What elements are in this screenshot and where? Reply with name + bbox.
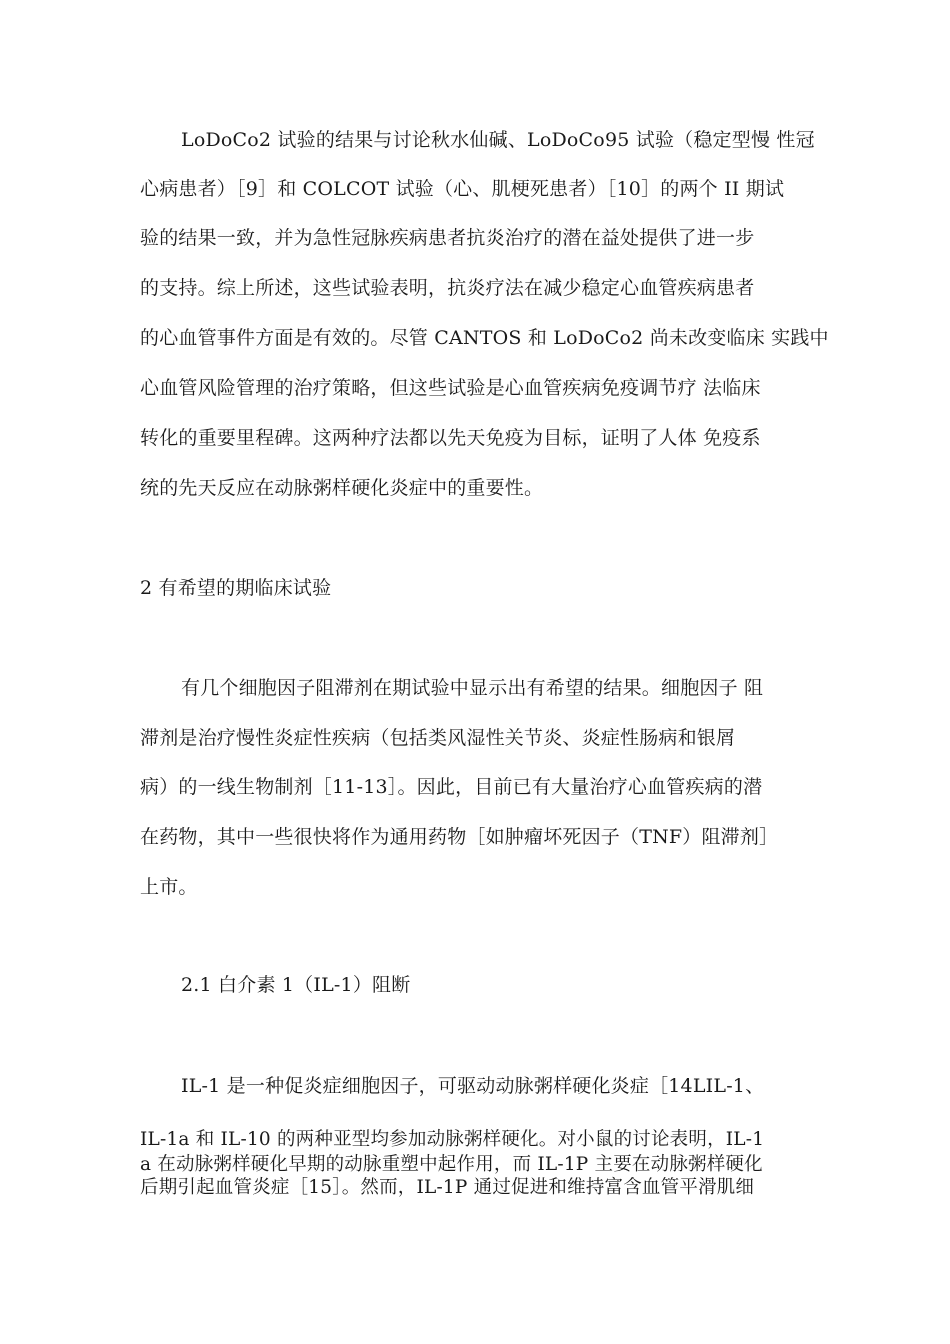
paragraph-3-line-2: IL-1a 和 IL-10 的两种亚型均参加动脉粥样硬化。对小鼠的讨论表明，IL-1 bbox=[140, 1129, 765, 1150]
paragraph-1-line-7: 转化的重要里程碑。这两种疗法都以先天免疫为目标，证明了人体 免疫系 bbox=[140, 427, 761, 449]
paragraph-2-line-5: 上市。 bbox=[140, 876, 198, 898]
paragraph-2-line-4: 在药物，其中一些很快将作为通用药物［如肿瘤坏死因子（TNF）阻滞剂］ bbox=[140, 826, 779, 848]
paragraph-1-line-4: 的支持。综上所述，这些试验表明，抗炎疗法在减少稳定心血管疾病患者 bbox=[140, 277, 755, 299]
paragraph-2-line-2: 滞剂是治疗慢性炎症性疾病（包括类风湿性关节炎、炎症性肠病和银屑 bbox=[140, 727, 736, 749]
paragraph-3-line-3: a 在动脉粥样硬化早期的动脉重塑中起作用，而 IL-1P 主要在动脉粥样硬化 bbox=[140, 1154, 763, 1175]
paragraph-3-line-4: 后期引起血管炎症［15］。然而，IL-1P 通过促进和维持富含血管平滑肌细 bbox=[140, 1177, 755, 1198]
paragraph-1-line-2: 心病患者）［9］和 COLCOT 试验（心、肌梗死患者）［10］的两个 II 期试 bbox=[140, 178, 785, 200]
paragraph-2-line-3: 病）的一线生物制剂［11-13］。因此，目前已有大量治疗心血管疾病的潜 bbox=[140, 776, 763, 798]
paragraph-2-line-1: 有几个细胞因子阻滞剂在期试验中显示出有希望的结果。细胞因子 阻 bbox=[181, 677, 764, 699]
paragraph-1-line-1: LoDoCo2 试验的结果与讨论秋水仙碱、LoDoCo95 试验（稳定型慢 性冠 bbox=[181, 129, 815, 151]
paragraph-3-line-1: IL-1 是一种促炎症细胞因子，可驱动动脉粥样硬化炎症［14LIL-1、 bbox=[181, 1075, 765, 1097]
paragraph-1-line-3: 验的结果一致，并为急性冠脉疾病患者抗炎治疗的潜在益处提供了进一步 bbox=[140, 227, 755, 249]
paragraph-1-line-6: 心血管风险管理的治疗策略，但这些试验是心血管疾病免疫调节疗 法临床 bbox=[140, 377, 761, 399]
section-heading-2: 2 有希望的期临床试验 bbox=[140, 577, 332, 599]
section-heading-2-1: 2.1 白介素 1（IL-1）阻断 bbox=[181, 974, 411, 996]
paragraph-1-line-5: 的心血管事件方面是有效的。尽管 CANTOS 和 LoDoCo2 尚未改变临床 实践中 bbox=[140, 327, 829, 349]
paragraph-1-line-8: 统的先天反应在动脉粥样硬化炎症中的重要性。 bbox=[140, 477, 544, 499]
